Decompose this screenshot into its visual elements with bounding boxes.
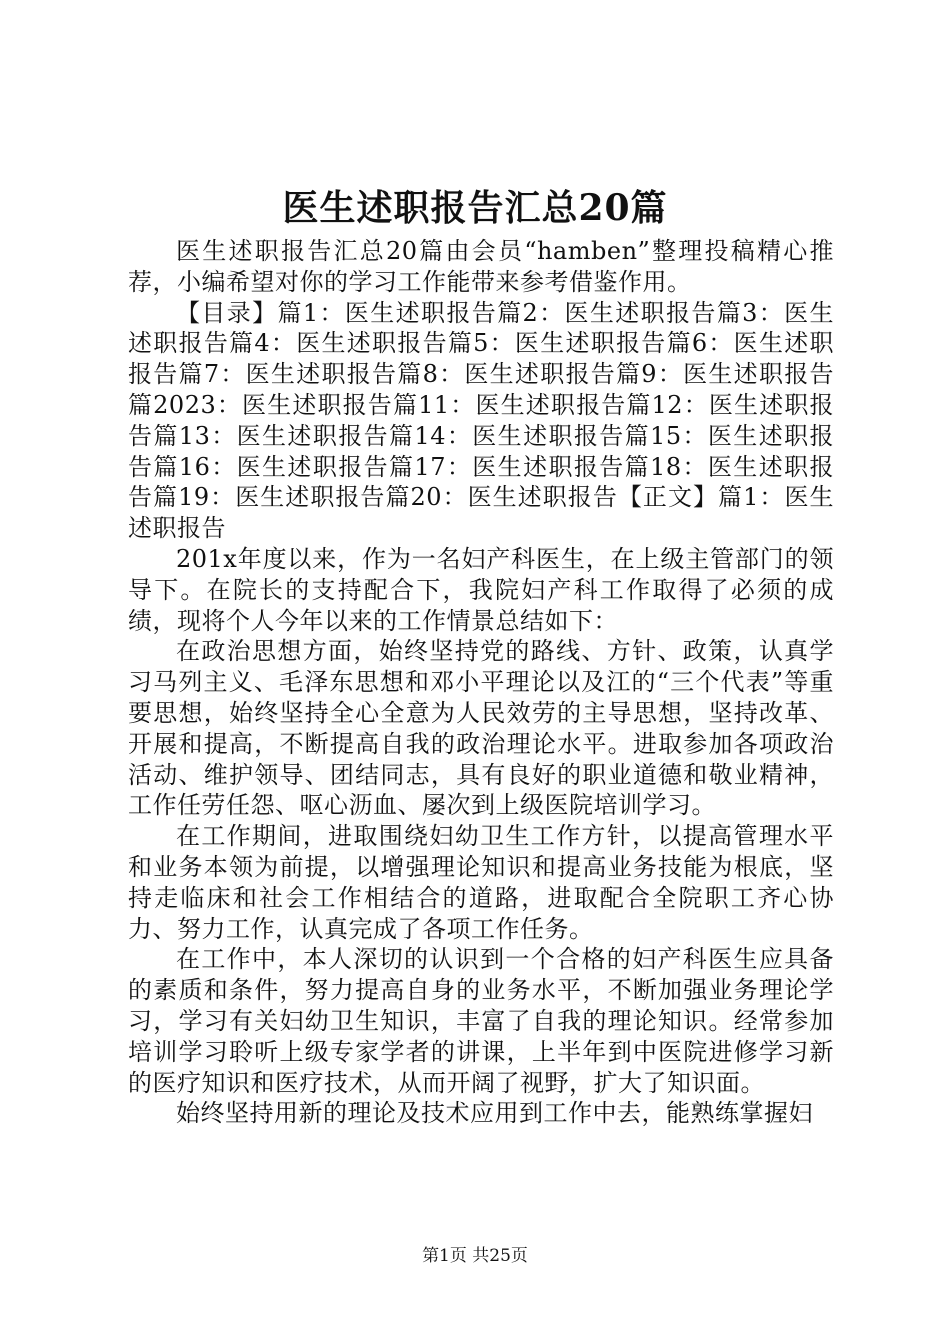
document-title: 医生述职报告汇总20篇	[282, 187, 668, 229]
paragraph-intro: 医生述职报告汇总20篇由会员“hamben”整理投稿精心推荐，小编希望对你的学习工作能带来参考借鉴作用。	[128, 237, 834, 296]
document-body	[128, 236, 834, 1129]
paragraph-overview: 201x年度以来，作为一名妇产科医生，在上级主管部门的领导下。在院长的支持配合下，我院妇产科工作取得了必须的成绩，现将个人今年以来的工作情景总结如下：	[128, 544, 834, 635]
paragraph-work-period: 在工作期间，进取围绕妇幼卫生工作方针，以提高管理水平和业务本领为前提，以增强理论知识和提高业务技能为根底，坚持走临床和社会工作相结合的道路，进取配合全院职工齐心协力、努力工作，认真完成了各项工作任务。	[128, 822, 834, 943]
page-footer: 第1页 共25页	[422, 1246, 528, 1266]
paragraph-table-of-contents: 【目录】篇1：医生述职报告篇2：医生述职报告篇3：医生述职报告篇4：医生述职报告篇5：医生述职报告篇6：医生述职报告篇7：医生述职报告篇8：医生述职报告篇9：医生述职报告篇2023：医生述职报告篇11：医生述职报告篇12：医生述职报告篇13：医生述职报告篇14：医生述职报告篇15：医生述职报告篇16：医生述职报告篇17：医生述职报告篇18：医生述职报告篇19：医生述职报告篇20：医生述职报告【正文】篇1：医生述职报告	[128, 298, 834, 543]
paragraph-political-thought: 在政治思想方面，始终坚持党的路线、方针、政策，认真学习马列主义、毛泽东思想和邓小平理论以及江的“三个代表”等重要思想，始终坚持全心全意为人民效劳的主导思想，坚持改革、开展和提高，不断提高自我的政治理论水平。进取参加各项政治活动、维护领导、团结同志，具有良好的职业道德和敬业精神，工作任劳任怨、呕心沥血、屡次到上级医院培训学习。	[128, 637, 834, 820]
paragraph-work-study: 在工作中，本人深切的认识到一个合格的妇产科医生应具备的素质和条件，努力提高自身的业务水平，不断加强业务理论学习，学习有关妇幼卫生知识，丰富了自我的理论知识。经常参加培训学习聆听上级专家学者的讲课，上半年到中医院进修学习新的医疗知识和医疗技术，从而开阔了视野，扩大了知识面。	[128, 945, 834, 1097]
paragraph-new-theory: 始终坚持用新的理论及技术应用到工作中去，能熟练掌握妇	[176, 1099, 813, 1128]
